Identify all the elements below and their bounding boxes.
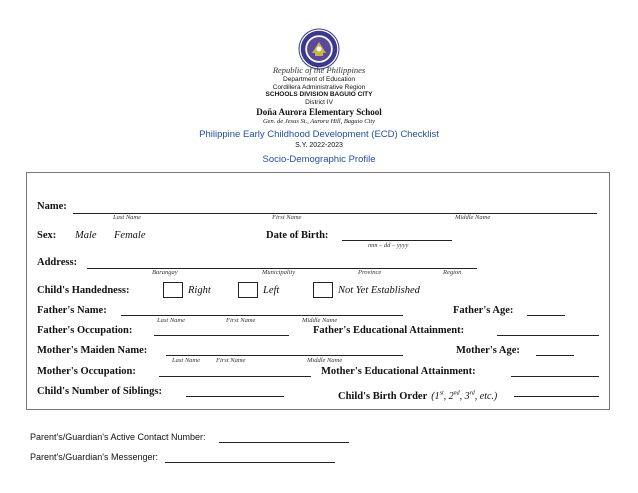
dob-format: mm – dd – yyyy	[368, 242, 409, 249]
father-sub-middle: Middle Name	[302, 317, 338, 324]
messenger-field[interactable]	[165, 462, 335, 463]
deped-seal-logo	[298, 28, 340, 70]
address-label: Address:	[37, 257, 78, 268]
mother-sub-last: Last Name	[172, 357, 200, 364]
name-sub-last: Last Name	[113, 214, 141, 221]
mother-occupation-label: Mother's Occupation:	[37, 366, 136, 377]
mother-age-label: Mother's Age:	[456, 345, 520, 356]
region-line: Cordillera Administrative Region	[272, 84, 366, 91]
left-hand-label: Left	[263, 285, 280, 296]
sex-label: Sex:	[37, 230, 57, 241]
mother-age-field[interactable]	[536, 355, 574, 356]
birth-order-field[interactable]	[514, 396, 599, 397]
name-sub-first: First Name	[272, 214, 302, 221]
school-name: Doña Aurora Elementary School	[256, 107, 382, 117]
father-sub-last: Last Name	[157, 317, 185, 324]
father-education-field[interactable]	[497, 335, 599, 336]
mother-education-field[interactable]	[511, 376, 599, 377]
address-sub-municipality: Municipality	[262, 269, 296, 276]
address-sub-region: Region	[443, 269, 462, 276]
name-label: Name:	[37, 201, 67, 212]
right-hand-checkbox[interactable]	[163, 282, 183, 298]
profile-title: Socio-Demographic Profile	[262, 154, 376, 165]
sex-option-female[interactable]: Female	[114, 230, 146, 241]
siblings-field[interactable]	[186, 396, 284, 397]
dob-label: Date of Birth:	[266, 230, 329, 241]
address-sub-province: Province	[358, 269, 382, 276]
division-line: SCHOOLS DIVISION BAGUIO CITY	[265, 91, 373, 98]
mother-name-label: Mother's Maiden Name:	[37, 345, 148, 356]
siblings-label: Child's Number of Siblings:	[37, 386, 162, 397]
mother-name-field[interactable]	[166, 355, 403, 356]
school-year: S.Y. 2022-2023	[295, 142, 343, 149]
father-education-label: Father's Educational Attainment:	[313, 325, 465, 336]
address-sub-barangay: Barangay	[152, 269, 178, 276]
name-sub-middle: Middle Name	[455, 214, 491, 221]
father-name-label: Father's Name:	[37, 305, 107, 316]
father-occupation-field[interactable]	[154, 335, 289, 336]
contact-number-field[interactable]	[219, 442, 349, 443]
mother-sub-middle: Middle Name	[307, 357, 343, 364]
birth-order-label: Child's Birth Order	[338, 391, 428, 402]
mother-sub-first: First Name	[216, 357, 246, 364]
mother-education-label: Mother's Educational Attainment:	[321, 366, 476, 377]
not-established-label: Not Yet Established	[338, 285, 420, 296]
right-hand-label: Right	[188, 285, 211, 296]
school-address: Gen. de Jesus St., Aurora Hill, Baguio City	[262, 118, 376, 125]
department-line: Department of Education	[283, 76, 355, 83]
left-hand-checkbox[interactable]	[238, 282, 258, 298]
name-field[interactable]	[73, 213, 597, 214]
father-name-field[interactable]	[121, 315, 403, 316]
mother-occupation-field[interactable]	[159, 376, 311, 377]
birth-order-group	[338, 386, 497, 404]
messenger-label: Parent's/Guardian's Messenger:	[30, 452, 158, 462]
father-occupation-label: Father's Occupation:	[37, 325, 133, 336]
checklist-title: Philippine Early Childhood Development (ECD) Checklist	[199, 129, 439, 140]
district-line: District IV	[305, 99, 333, 106]
contact-number-label: Parent's/Guardian's Active Contact Number:	[30, 432, 206, 442]
handedness-label: Child's Handedness:	[37, 285, 130, 296]
father-sub-first: First Name	[226, 317, 256, 324]
father-age-label: Father's Age:	[453, 305, 514, 316]
birth-order-hint: (1st, 2nd, 3rd, etc.)	[431, 390, 498, 402]
father-age-field[interactable]	[527, 315, 565, 316]
dob-field[interactable]	[342, 240, 452, 241]
not-established-checkbox[interactable]	[313, 282, 333, 298]
sex-option-male[interactable]: Male	[75, 230, 97, 241]
republic-line: Republic of the Philippines	[272, 65, 366, 75]
